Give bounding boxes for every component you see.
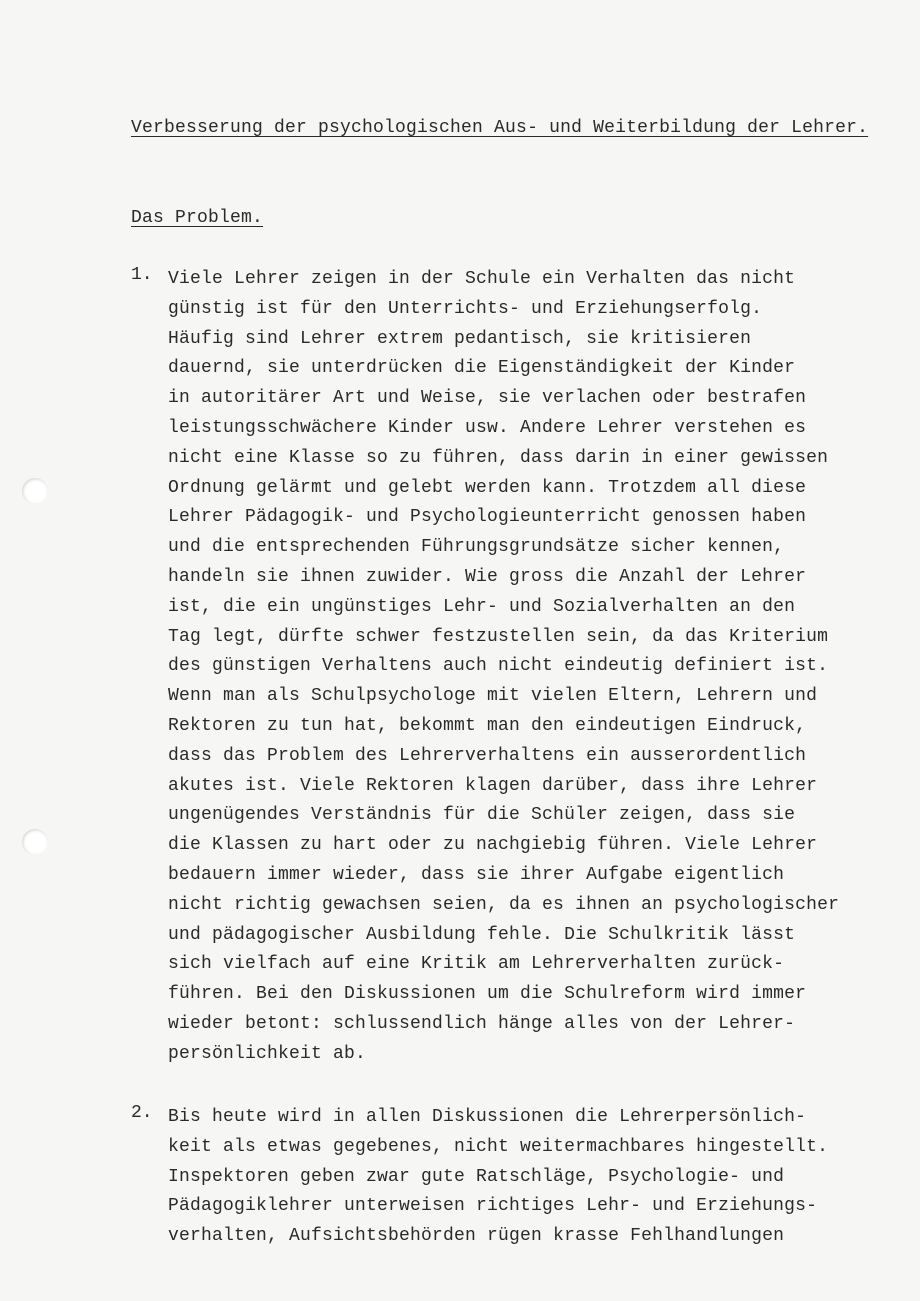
text-line: leistungsschwächere Kinder usw. Andere Lehrer verstehen es <box>168 417 807 438</box>
text-line: akutes ist. Viele Rektoren klagen darüber, dass ihre Lehrer <box>168 775 818 796</box>
text-line: führen. Bei den Diskussionen um die Schulreform wird immer <box>168 984 807 1005</box>
text-line: ungenügendes Verständnis für die Schüler zeigen, dass sie <box>168 805 796 826</box>
paragraph-text <box>168 1103 828 1252</box>
text-line: ist, die ein ungünstiges Lehr- und Sozialverhalten an den <box>168 596 796 617</box>
text-line: Tag legt, dürfte schwer festzustellen sein, da das Kriterium <box>168 626 829 647</box>
text-line: nicht richtig gewachsen seien, da es ihnen an psychologischer <box>168 894 840 915</box>
text-line: Ordnung gelärmt und gelebt werden kann. Trotzdem all diese <box>168 477 807 498</box>
text-line: günstig ist für den Unterrichts- und Erziehungserfolg. <box>168 298 763 319</box>
text-line: dauernd, sie unterdrücken die Eigenständigkeit der Kinder <box>168 358 796 379</box>
text-line: keit als etwas gegebenes, nicht weitermachbares hingestellt. <box>168 1136 829 1157</box>
text-line: Bis heute wird in allen Diskussionen die Lehrerpersönlich- <box>168 1107 807 1127</box>
text-line: nicht eine Klasse so zu führen, dass darin in einer gewissen <box>168 447 829 468</box>
text-line: Pädagogiklehrer unterweisen richtiges Lehr- und Erziehungs- <box>168 1196 818 1217</box>
text-line: sich vielfach auf eine Kritik am Lehrerverhalten zurück- <box>168 954 785 975</box>
section-heading: Das Problem. <box>131 208 264 228</box>
text-line: Lehrer Pädagogik- und Psychologieunterricht genossen haben <box>168 507 807 528</box>
punch-hole <box>22 829 48 855</box>
text-line: die Klassen zu hart oder zu nachgiebig führen. Viele Lehrer <box>168 835 818 856</box>
paragraph-number: 2. <box>131 1103 153 1123</box>
text-line: Viele Lehrer zeigen in der Schule ein Verhalten das nicht <box>168 269 796 289</box>
text-line: Wenn man als Schulpsychologe mit vielen Eltern, Lehrern und <box>168 686 818 707</box>
paragraph-text <box>168 265 839 1070</box>
text-line: dass das Problem des Lehrerverhaltens ein ausserordentlich <box>168 745 807 766</box>
paragraph-number: 1. <box>131 265 153 285</box>
text-line: persönlichkeit ab. <box>168 1043 367 1064</box>
text-line: bedauern immer wieder, dass sie ihrer Aufgabe eigentlich <box>168 864 785 885</box>
text-line: in autoritärer Art und Weise, sie verlachen oder bestrafen <box>168 388 807 409</box>
document-title: Verbesserung der psychologischen Aus- und Weiterbildung der Lehrer. <box>131 118 869 138</box>
text-line: des günstigen Verhaltens auch nicht eindeutig definiert ist. <box>168 656 829 677</box>
text-line: und die entsprechenden Führungsgrundsätze sicher kennen, <box>168 537 785 558</box>
text-line: Inspektoren geben zwar gute Ratschläge, Psychologie- und <box>168 1166 785 1187</box>
text-line: handeln sie ihnen zuwider. Wie gross die Anzahl der Lehrer <box>168 566 807 587</box>
text-line: und pädagogischer Ausbildung fehle. Die Schulkritik lässt <box>168 924 796 945</box>
text-line: verhalten, Aufsichtsbehörden rügen krasse Fehlhandlungen <box>168 1226 785 1247</box>
punch-hole <box>22 478 48 504</box>
text-line: wieder betont: schlussendlich hänge alles von der Lehrer- <box>168 1013 796 1034</box>
text-line: Häufig sind Lehrer extrem pedantisch, sie kritisieren <box>168 328 752 349</box>
text-line: Rektoren zu tun hat, bekommt man den eindeutigen Eindruck, <box>168 715 807 736</box>
